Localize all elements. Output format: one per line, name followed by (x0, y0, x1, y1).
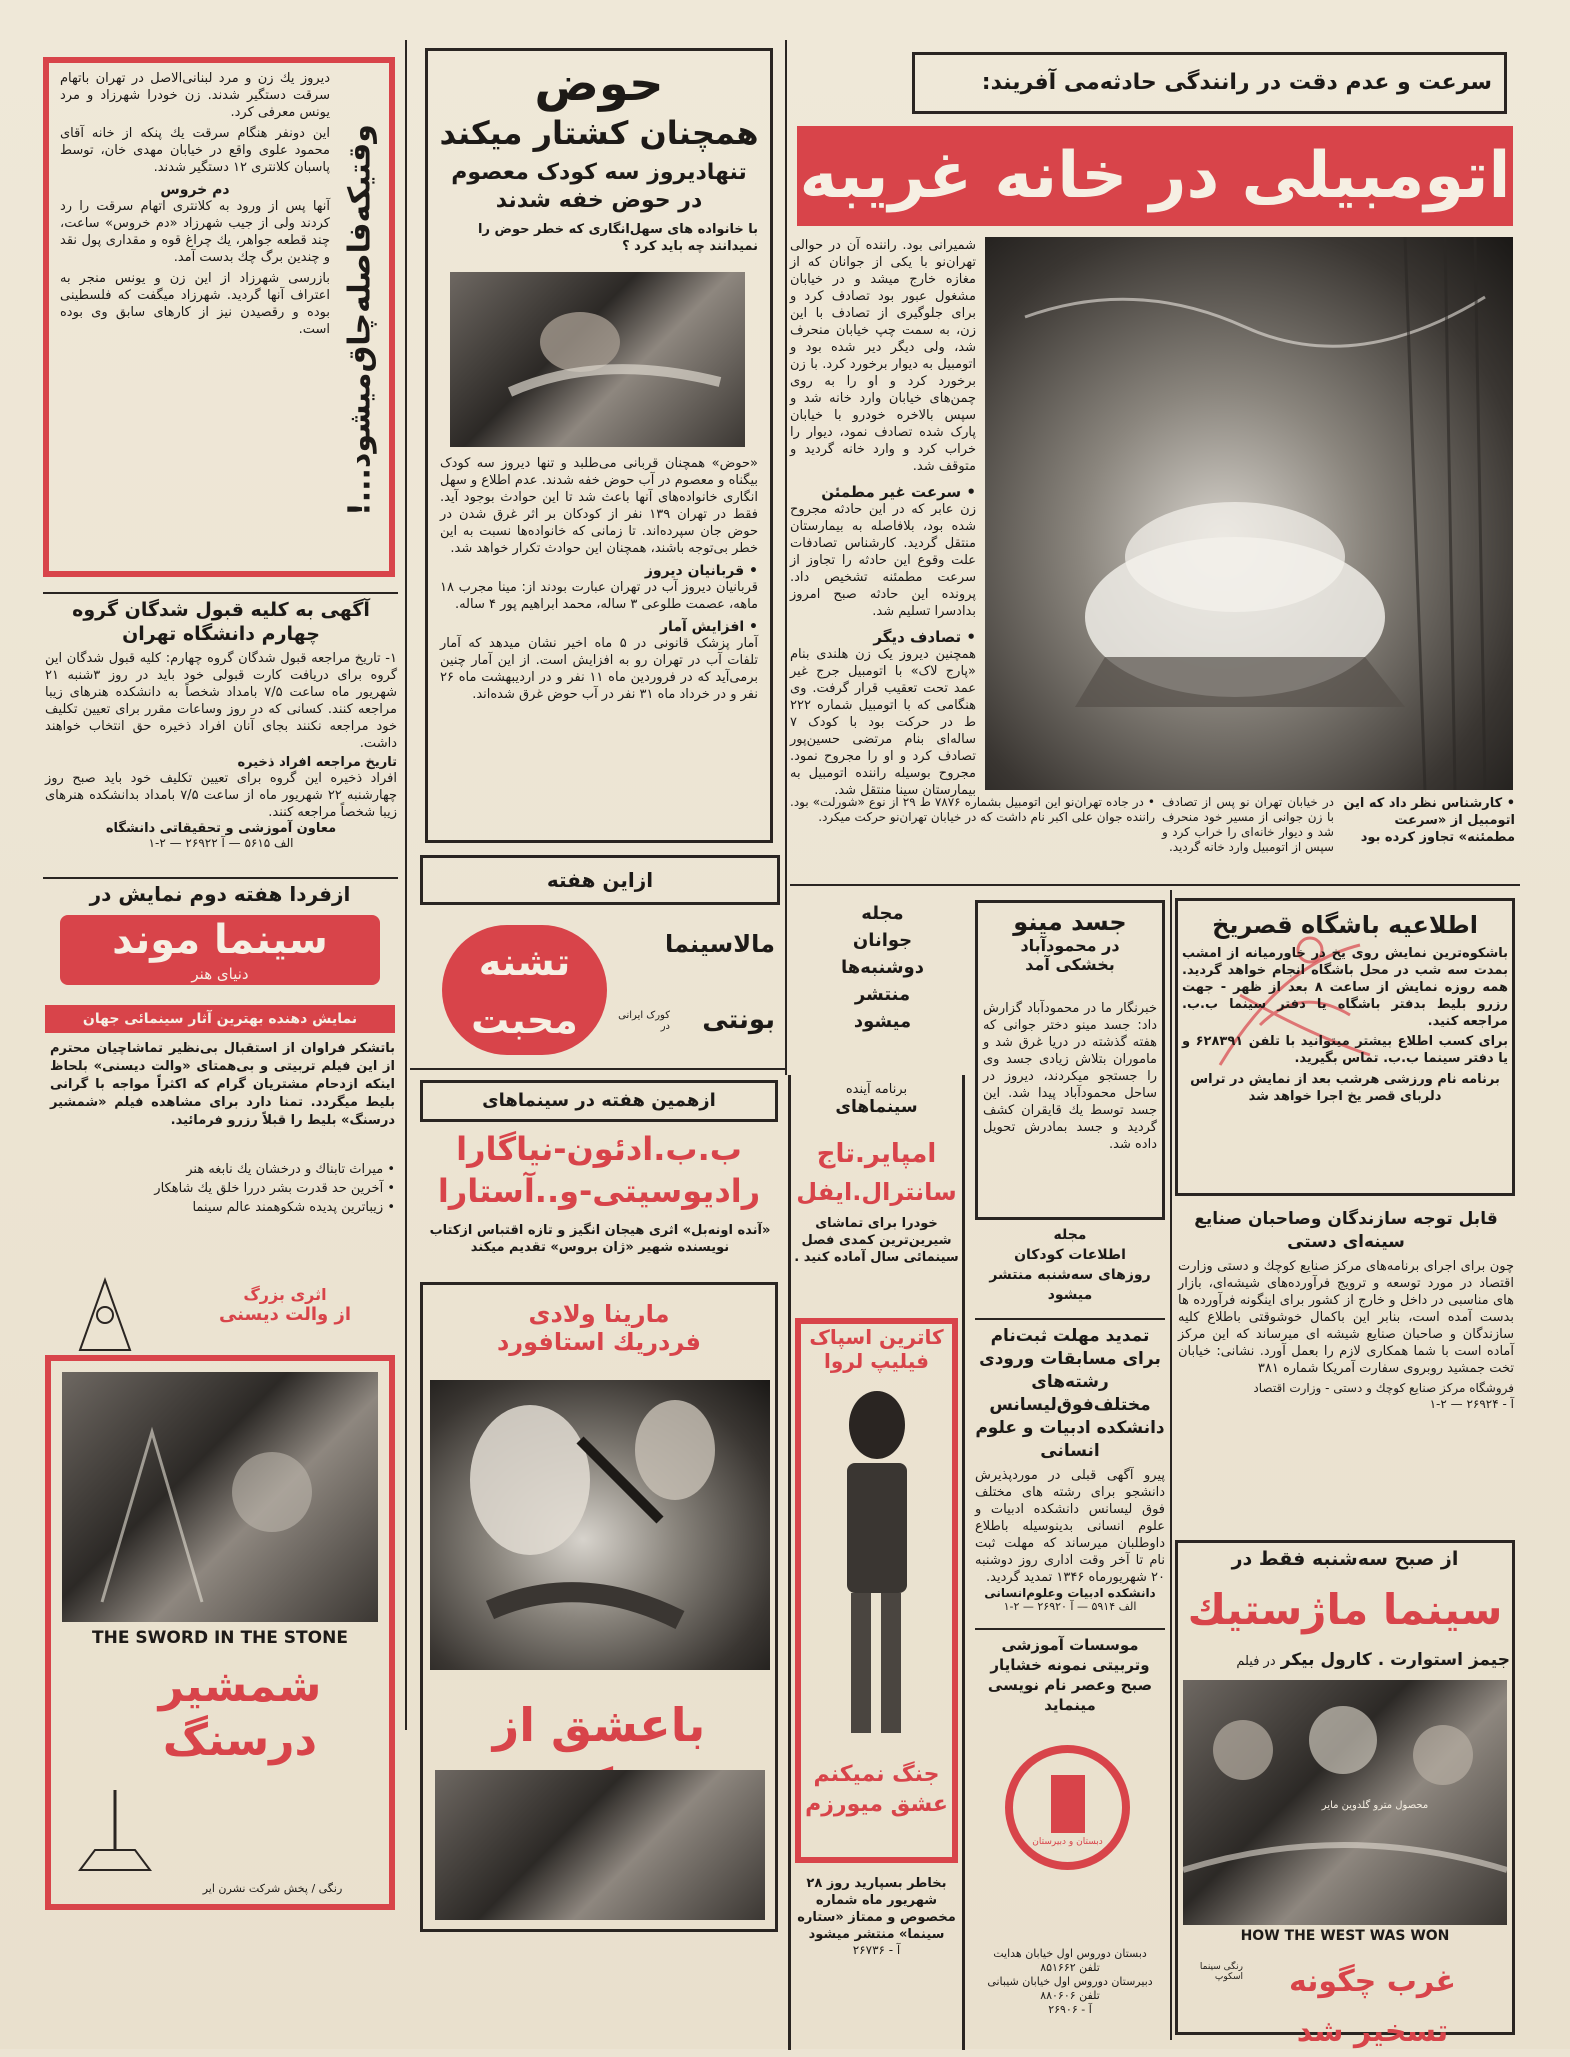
deadline-title: تمدید مهلت ثبت‌نام برای مسابقات ورودی رشته‌های مختلف‌فوق‌لیسانس دانشکده ادبیات و علوم انسانی (975, 1326, 1165, 1461)
majestic-stars-suffix: در فیلم (1236, 1654, 1276, 1669)
sword-film-en: THE SWORD IN THE STONE (92, 1628, 348, 1648)
program-header (790, 1082, 963, 1117)
magazine1-line: منتشر (854, 984, 911, 1005)
deadline-body: پیرو آگهی قبلی در موردپذیرش دانشجو برای رشته های مختلف فوق لیسانس دانشکده ادبیات و علوم انسانی بدینوسیله باطلاع داوطلبان میرساند که مهلت ثبت نام تا آخر وقت اداری روز دوشنبه ۲۰ شهریورماه ۱۳۴۶ تمدید گردید. (975, 1468, 1165, 1585)
magazine1-line: میشود (853, 1011, 912, 1032)
school-contacts (975, 1947, 1165, 2017)
sword-poster-image (62, 1372, 378, 1622)
school-phone1: تلفن ۸۵۱۶۶۲ (1040, 1961, 1100, 1974)
magazine2-line: اطلاعات کودکان (1014, 1247, 1126, 1263)
university-notice (45, 598, 397, 873)
section-rule (975, 1318, 1165, 1320)
pool-sub1-body: قربانیان دیروز آب در تهران عبارت بودند از: مینا مجرب ۱۸ ماهه، عصمت طلوعی ۳ ساله، محمد ابراهیم پور ۴ ساله. (440, 580, 758, 612)
majestic-intro: از صبح سه‌شنبه فقط در (1231, 1548, 1459, 1570)
magazine2-line: روزهای سه‌شنبه منتشر (989, 1267, 1151, 1283)
school-line1: دبستان دوروس اول خیابان هدایت (993, 1947, 1147, 1960)
minoo-title: جسد مینو (1013, 908, 1127, 936)
sword-footnote: رنگی / پخش شرکت نشرن ایر (202, 1882, 343, 1895)
sword-film-fa1: شمشیر (158, 1661, 322, 1712)
cinema-left-credit1: اثری بزرگ (243, 1285, 327, 1304)
tokyo-poster-still (435, 1770, 765, 1920)
mid-cinema-note: کورک ایرانی در (618, 1010, 670, 1032)
program-heading: برنامه آینده (845, 1082, 908, 1097)
cinema-left-credits (200, 1285, 370, 1325)
school-ad (975, 1635, 1165, 2035)
cinemas-group-names (415, 1128, 783, 1212)
school-logo (1005, 1745, 1130, 1870)
cinema-left-name: سینما موند (112, 917, 328, 963)
column-rule (1170, 890, 1172, 2040)
skating-content (1182, 905, 1508, 1190)
majestic-film-en: HOW THE WEST WAS WON (1240, 1928, 1450, 1944)
sword-anvil-illustration (70, 1780, 160, 1880)
section-rule (975, 1628, 1165, 1630)
spaak-star1: کاترین اسپاک (809, 1325, 944, 1349)
spaak-film1: جنگ نمیکنم (813, 1762, 940, 1787)
pool-subtitle: همچنان کشتار میکند (439, 114, 759, 152)
minoo-body-wrap (983, 1000, 1157, 1210)
cinema-left-bullet: • زیباترین پدیده شکوهمند عالم سینما (192, 1200, 395, 1215)
pool-header (430, 55, 768, 255)
cinema-left-banner-text: نمایش دهنده بهترین آثار سینمائی جهان (82, 1011, 358, 1027)
main-sub1: • سرعت غیر مطمئن (821, 483, 976, 501)
left-story-body (60, 70, 330, 565)
left-body1: دیروز یك زن و مرد لبنانی‌الاصل در تهران باتهام سرقت دستگیر شدند. زن خودرا شهرزاد و مرد یونس معرفی کرد. (60, 71, 330, 120)
cinema-left-bullet: • آخرین حد قدرت بشر دررا خلق يك شاهکار (154, 1181, 395, 1196)
program-footer-wrap (793, 1875, 960, 1995)
mid-cinema-film-badge (442, 925, 607, 1055)
crafts-body: چون برای اجرای برنامه‌های مرکز صنایع کوچك و دستی وزارت اقتصاد در مورد توسعه و ترویج فرآورده‌های شیشه‌ای، بازار های مناسبی در داخل و خارج از کشور برای اینگونه فرآورده ها بدست آمده است، بنابر این باکمال خوشوقتی باطلاع کلیه سازندگان و صاحبان صنایع شیشه ای میرساند که این مرکز آماده است با شما همکاری لازم را بعمل آورد. نشانی: خیابان تخت جمشید روبروی سفارت آمریکا شماره ۳۸۱ (1178, 1259, 1514, 1376)
left-vertical-title: وقتیکه‌فاصله‌چاق‌میشود...! (342, 124, 378, 516)
deadline-signature: دانشکده ادبیات وعلوم‌انسانی (984, 1586, 1156, 1600)
uni-title1: آگهی به کلیه قبول شدگان گروه (72, 599, 370, 621)
main-body-column (790, 237, 976, 798)
pool-title: حوض (534, 56, 664, 112)
crafts-title: قابل توجه سازندگان وصاحبان صنایع سینه‌ای دستی (1194, 1209, 1498, 1252)
cinema-left-body-wrap (50, 1040, 395, 1155)
crafts-code: آ - ۲۶۹۲۴ — ۲-۱ (1429, 1397, 1514, 1411)
pool-body-column (440, 455, 758, 840)
pool-sub2-body: آمار پزشک قانونی در ۵ ماه اخیر نشان میدهد که آمار تلفات آب در تهران رو به افزایش است. از این آمار چنین برمی‌آید که در فروردین ماه ۱۱ نفر و در اردیبهشت ماه ۲۶ نفر و در خرداد ماه ۳۱ نفر در آب حوض غرق شده‌اند. (440, 636, 758, 702)
crafts-signature: فروشگاه مرکز صنایع کوچك و دستی - وزارت اقتصاد (1253, 1381, 1514, 1395)
minoo-header (980, 908, 1160, 974)
minoo-body: خبرنگار ما در محمودآباد گزارش داد: جسد مینو دختر جوانی که هفته گذشته در دریا غرق شد و ماموران بتلاش زیادی جسد وی را جستجو میکردند، دیروز در ساحل محمودآباد پیدا شد. این جسد توسط یك قایقران کشف گردید و جسد بمادرش تحویل داده شد. (983, 1001, 1157, 1152)
section-rule (410, 1068, 785, 1070)
pool-sub1: • قربانیان دیروز (644, 563, 758, 579)
school-title: موسسات آموزشی وتربیتی نمونه خشایار صبح وعصر نام نویسی مینماید (987, 1636, 1153, 1714)
program-code: آ - ۲۶۷۳۶ (852, 1943, 901, 1957)
left-body2: این دونفر هنگام سرقت یك پنکه از خانه آقای محمود علوی واقع در خیابان مهدی خان، توسط پاسبان کلانتری ۱۲ دستگیر شدند. (60, 126, 330, 175)
program-sub: سینماهای (835, 1097, 918, 1117)
spaak-star2: فیلیپ لروا (824, 1349, 929, 1373)
column-rule (785, 40, 787, 1075)
mid-cinema-heading: ازاين هفته (546, 868, 654, 892)
tokyo-star2: فردریك استافورد (496, 1328, 702, 1356)
program-footer: بخاطر بسپارید روز ۲۸ شهریور ماه شماره مخصوص و ممتاز «ستاره سینما» منتشر میشود (797, 1876, 956, 1942)
majestic-tag: رنگی سینما اسکوپ (1199, 1962, 1243, 1982)
pool-body: «حوض» همچنان قربانی می‌طلبد و تنها دیروز سه کودک بیگناه و معصوم در آب حوض خفه شدند. عدم اطلاع و سهل انگاری خانواده‌های آنها باعث شد تا این حوادث بوجود آید. فقط در تهران ۱۳۹ نفر از کودکان بر اثر غرق شدن در حوض جان سپرده‌اند. تا زمانی که خانواده‌ها نسبت به این خطر بی‌توجه باشند، همچنان این حوادث تکرار خواهد شد. (440, 456, 758, 556)
main-sub1-body: زن عابر که در این حادثه مجروح شده بود، بلافاصله به بیمارستان منتقل گردید. کارشناس تصادفات علت وقوع این حادثه را تجاوز از سرعت مطمئنه تشخیص داد. پرونده این حادثه صبح امروز بدادسرا تسلیم شد. (790, 502, 976, 619)
school-code: آ - ۲۶۹۰۶ (1048, 2003, 1092, 2016)
cinemas-group-heading: ازهمین هفته در سینماهای (482, 1090, 716, 1111)
skating-body2: برای کسب اطلاع بیشتر میتوانید با تلفن ۶۲۸۳۹۱ و یا دفتر سینما ب.ب. تماس بگیرید. (1182, 1034, 1508, 1066)
cinema-left-tagline: دنیای هنر (191, 965, 249, 983)
magazine1-box (795, 900, 970, 1070)
skating-body: باشکوه‌ترین نمایش روی یخ در خاورمیانه از امشب بمدت سه شب در محل باشگاه انجام خواهد گردید. همه روزه نمایش از ساعت ۸ بعد از ظهر - جهت رزرو بلیط بدفتر باشگاه یا دفتر سینما ب.ب. مراجعه کنید. (1182, 946, 1508, 1029)
school-logo-text: دبستان و دبیرستان (1032, 1837, 1103, 1847)
cinemas-group-desc-wrap (420, 1222, 780, 1272)
main-headline: اتومبیلی در خانه غریبه (799, 139, 1511, 213)
cinema-left-credit2: از والت دیسنی (218, 1304, 352, 1325)
car-crash-photo (985, 237, 1513, 790)
pool-deck2: در حوض خفه شدند (495, 188, 703, 213)
cinema-left-bullet: • میراث تابناك و درخشان يك نابغه هنر (186, 1162, 395, 1177)
minoo-sub2: بخشکی آمد (1025, 955, 1115, 974)
column-rule (405, 40, 407, 1730)
cinemas-group-heading-box (420, 1080, 778, 1122)
cinema-left-logo (60, 915, 380, 985)
main-caption3 (790, 795, 1155, 875)
uni-sub: تاریخ مراجعه افراد ذخیره (237, 755, 397, 770)
main-caption2 (1162, 795, 1334, 875)
deadline-notice (975, 1325, 1165, 1625)
school-logo-emblem (1051, 1775, 1085, 1833)
magazine2-box (975, 1225, 1165, 1315)
cinema-left-body: باتشکر فراوان از استقبال بی‌نظیر تماشاچیان محترم از این فیلم تربیتی و بی‌همتای «والت دیسنی» بلحاظ اینکه ازدحام مشتریان گرام که اکثراً مواجه با گرانی بلیط میگردد. تمنا دارد برای مشاهده فیلم «شمشیر درسنگ» بلیط را قبلاً رزرو فرمائید. (50, 1041, 395, 1128)
magazine1-line: مجله (861, 903, 904, 924)
pool-sub2: • افزایش آمار (660, 619, 758, 635)
spaak-film2: عشق میورزم (805, 1792, 948, 1817)
left-body4: بازرسی شهرزاد از این زن و یونس منجر به اعتراف آنها گردید. شهرزاد میگفت که فلسطینی بوده و رقصیدن نیز از کارهای سابق وی بوده است. (60, 271, 330, 337)
magazine2-line: میشود (1047, 1287, 1093, 1303)
skating-footer: برنامه نام ورزشی هرشب بعد از نمایش در تراس دلربای قصر یخ اجرا خواهد شد (1190, 1072, 1500, 1104)
uni-body2: افراد ذخیره این گروه برای تعیین تکلیف خود باید صبح روز چهارشنبه ۲۲ شهریور ماه از ساعت ۷/۵ بامداد بدانشکده هنرهای زیبا شخصاً مراجعه کنند. (45, 771, 397, 820)
cinemas-group-names1: ب.ب.ادئون-نیاگارا (456, 1130, 742, 1168)
uni-body: ۱- تاریخ مراجعه قبول شدگان گروه چهارم: کلیه قبول شدگان این گروه برای دریافت کارت قبولی خود باید در روز ۳شنبه ۲۱ شهریور ماه ساعت ۷/۵ بامداد شخصاً به دانشکده هنرهای زیبا مراجعه کنند. کسانی که در روز وساعات مقرر برای تعیین تکلیف خود مراجعه نکنند بجای آنان افراد ذخیره حق انتخاب خواهند داشت. (45, 651, 398, 751)
left-sub: دم خروس (160, 182, 230, 198)
tokyo-star1: مارینا ولادی (528, 1300, 670, 1328)
spaak-film (800, 1760, 953, 1820)
main-body: شمیرانی بود. راننده آن در حوالی تهران‌نو با یکی از جوانان که از مغازه خارج میشد و در خیابان مشغول عبور بود تصادف کرد و برای جلوگیری از تصادف با این زن، به سمت چپ خیابان منحرف شد، ولی دیگر دیر شده بود و اتومبیل به دیوار برخورد کرد. با زن برخورد کرد و او را به روی چمن‌های خیابان وارد خانه شد و سپس بالاخره خودرو با خیابان پارک شده تصادف نمود، دیوار را خراب کرد و وارد خانه گردید و متوقف شد. (790, 238, 976, 474)
majestic-credit: محصول مترو گلدوین مایر (1321, 1800, 1429, 1811)
section-rule (43, 877, 398, 879)
cinema-left-bullets (50, 1160, 395, 1222)
sword-film-fa2: درسنگ (162, 1715, 318, 1766)
magazine1-line: جوانان (852, 930, 913, 951)
main-caption2-text: در خیابان تهران نو پس از تصادف با زن جوانی از مسیر خود منحرف شد و دیوار خانه‌ای را خراب کرد و سپس از اتومبیل وارد خانه گردید. (1162, 795, 1334, 854)
mid-cinema-name2: بونتی (702, 1005, 775, 1035)
tokyo-poster-image (430, 1380, 770, 1670)
majestic-film-fa: غرب چگونه تسخیر شد (1288, 1964, 1457, 2049)
cinema-left-banner (45, 1005, 395, 1033)
program-names2: سانترال.ایفل (796, 1178, 957, 1206)
cinema-left-intro: ازفردا هفته دوم نمایش در (89, 882, 351, 906)
main-caption3-text: • در جاده تهران‌نو این اتومبیل بشماره ۷۸۷۶ ط ۲۹ از نوع «شورلت» بود. راننده جوان علی اکبر نام داشت که در خیابان تهران‌نو حرکت میکرد. (790, 795, 1155, 824)
sword-film-fa (120, 1660, 360, 1768)
uni-code: الف ۵۶۱۵ — آ ۲۶۹۲۲ — ۲-۱ (148, 836, 294, 850)
mid-cinema-heading-box (420, 855, 780, 905)
tokyo-film-title: باعشق از (492, 1698, 706, 1752)
pool-question: با خانواده های سهل‌انگاری که خطر حوض را نمیدانند چه باید کرد ؟ (478, 222, 758, 254)
school-phone2: تلفن ۸۸۰۶۰۶ (1040, 1989, 1100, 2002)
uni-title2: چهارم دانشگاه تهران (122, 623, 320, 645)
skating-title: اطلاعیه باشگاه قصریخ (1212, 911, 1478, 939)
section-rule (43, 592, 398, 594)
tokyo-stars (425, 1300, 773, 1356)
mid-cinema-ad (420, 915, 780, 1065)
left-body3: آنها پس از ورود به کلانتری اتهام سرقت را رد کردند ولی از جیب شهرزاد «دم خروس» ساعت، چند قطعه جواهر، یك چراغ قوه و مقداری پول نقد و چندین برگ چك بدست آمد. (60, 199, 330, 265)
majestic-cinema: سینما ماژستیك (1187, 1585, 1503, 1634)
mid-cinema-film-word1: تشنه (478, 940, 571, 984)
deadline-code: الف ۵۹۱۴ — آ ۲۶۹۲۰ — ۲-۱ (1003, 1600, 1137, 1613)
main-kicker: سرعت و عدم دقت در رانندگی حادثه‌می آفریند: (981, 70, 1492, 95)
main-sub2-body: همچنین دیروز یک زن هلندی بنام «پارج لاک» با اتومبیل جرج غیر عمد تحت تعقیب قرار گرفت. وی هنگامی که با اتومبیل شماره ۲۲۲ ‌ط در حرکت بود با کودک ۷ ساله‌ای بنام مرتضی حسین‌پور تصادف کرد و او را مجروح نمود. مجروح بوسیله راننده اتومبیل به بیمارستان سینا منتقل شد. (790, 647, 976, 798)
main-headline-banner (797, 126, 1513, 226)
school-line2: دبیرستان دوروس اول خیابان شیبانی (987, 1975, 1153, 1988)
majestic-stars (1190, 1650, 1510, 1670)
cinemas-group-desc: «آنده اونه‌بل» اثری هیجان انگیز و تازه اقتباس ازکتاب نویسنده شهیر «ژان بروس» تقدیم میکند (429, 1223, 771, 1255)
main-kicker-box (912, 52, 1507, 114)
mid-cinema-name: مالاسینما (664, 930, 775, 958)
minoo-sub1: در محمودآباد (1020, 936, 1120, 955)
main-caption-text: • کارشناس نظر داد که این اتومبیل از «سرعت مطمئنه» تجاوز کرده بود (1343, 796, 1515, 845)
main-sub2: • تصادف دیگر (873, 628, 976, 646)
main-caption (1340, 795, 1515, 875)
mid-cinema-film-word2: محبت (471, 998, 578, 1042)
majestic-film-fa-wrap (1183, 1952, 1507, 2049)
uni-signature: معاون آموزشی و تحقیقاتی دانشگاه (105, 821, 337, 836)
crafts-notice (1178, 1208, 1514, 1528)
spaak-figure (815, 1385, 938, 1745)
pool-deck1: تنهادیروز سه کودک معصوم (451, 160, 747, 185)
program-names1: امپایر.تاج (816, 1139, 937, 1169)
drowned-child-photo (450, 272, 745, 447)
magazine1-line: دوشنبه‌ها (841, 957, 924, 978)
program-cinemas (790, 1135, 963, 1211)
wizard-illustration (60, 1275, 150, 1355)
section-rule (790, 884, 1520, 886)
left-vertical-title-wrap (335, 75, 385, 565)
majestic-stars-names: جیمز استوارت . کارول بیکر (1280, 1650, 1510, 1670)
program-desc: خودرا برای تماشای شیرین‌ترین کمدی فصل سینمائی سال آماده کنید . (794, 1216, 959, 1265)
magazine2-line: مجله (1053, 1227, 1087, 1243)
spaak-stars (800, 1325, 953, 1373)
cinemas-group-names2: رادیوسیتی-و..آستارا (437, 1172, 761, 1210)
program-desc-wrap (793, 1215, 960, 1300)
